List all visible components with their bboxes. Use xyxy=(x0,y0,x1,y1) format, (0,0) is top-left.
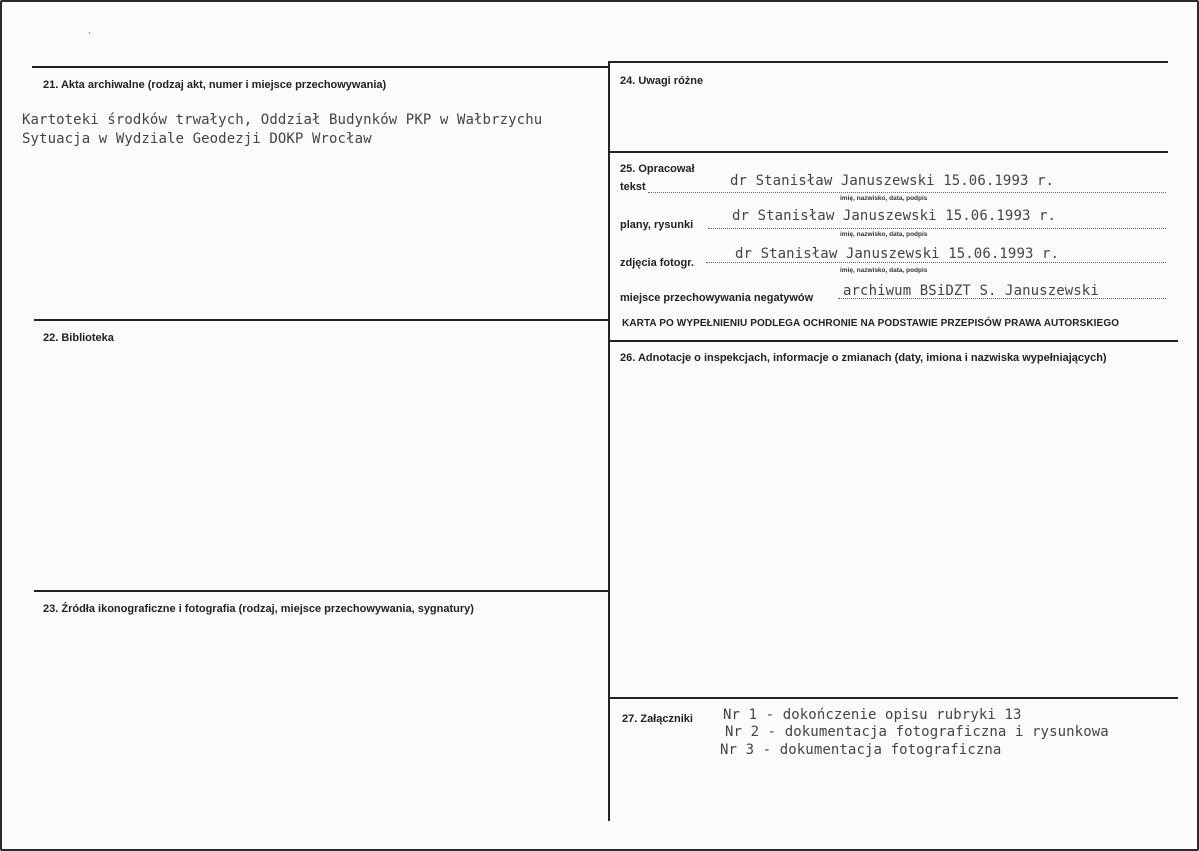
section-24-label: 24. Uwagi różne xyxy=(620,75,704,87)
row-text-value: dr Stanisław Januszewski 15.06.1993 r. xyxy=(730,173,1055,189)
section-21-label: 21. Akta archiwalne (rodzaj akt, numer i miejsce przechowywania) xyxy=(43,79,387,91)
row-photos-dotline xyxy=(706,262,1166,263)
negatives-value: archiwum BSiDZT S. Januszewski xyxy=(843,283,1099,299)
section-22-label: 22. Biblioteka xyxy=(43,332,114,344)
section-23-label: 23. Źródła ikonograficzne i fotografia (rodzaj, miejsce przechowywania, sygnatury) xyxy=(43,603,474,615)
rule-25-26 xyxy=(610,340,1178,342)
attachment-2: Nr 2 - dokumentacja fotograficzna i rysunkowa xyxy=(725,724,1109,740)
row-text-dotline xyxy=(648,192,1166,193)
rule-22-23 xyxy=(34,590,609,592)
row-text-hint: imię, nazwisko, data, podpis xyxy=(840,195,928,202)
section-21-line-2: Sytuacja w Wydziale Geodezji DOKP Wrocław xyxy=(22,131,372,147)
section-26-label: 26. Adnotacje o inspekcjach, informacje o zmianach (daty, imiona i nazwiska wypełniających) xyxy=(620,352,1107,364)
center-divider xyxy=(608,61,610,821)
section-27-label: 27. Załączniki xyxy=(622,713,693,725)
section-25-label: 25. Opracował xyxy=(620,163,695,175)
top-rule-right xyxy=(610,61,1168,63)
rule-21-22 xyxy=(34,319,609,321)
row-photos-hint: imię, nazwisko, data, podpis xyxy=(840,267,928,274)
row-plans-dotline xyxy=(708,228,1166,229)
row-plans-label: plany, rysunki xyxy=(620,219,694,231)
row-text-label: tekst xyxy=(620,181,646,193)
copyright-notice: KARTA PO WYPEŁNIENIU PODLEGA OCHRONIE NA PODSTAWIE PRZEPISÓW PRAWA AUTORSKIEGO xyxy=(622,318,1120,329)
rule-24-25 xyxy=(610,151,1168,153)
section-21-line-1: Kartoteki środków trwałych, Oddział Budynków PKP w Wałbrzychu xyxy=(22,112,543,128)
scan-mark: ˋ xyxy=(88,32,92,43)
rule-26-27 xyxy=(610,697,1178,699)
row-photos-label: zdjęcia fotogr. xyxy=(620,257,694,269)
top-rule-left xyxy=(32,66,609,68)
negatives-label: miejsce przechowywania negatywów xyxy=(620,292,814,304)
row-plans-value: dr Stanisław Januszewski 15.06.1993 r. xyxy=(732,208,1057,224)
attachment-3: Nr 3 - dokumentacja fotograficzna xyxy=(720,742,1002,758)
row-photos-value: dr Stanisław Januszewski 15.06.1993 r. xyxy=(735,246,1060,262)
row-plans-hint: imię, nazwisko, data, podpis xyxy=(840,231,928,238)
attachment-1: Nr 1 - dokończenie opisu rubryki 13 xyxy=(723,707,1022,723)
